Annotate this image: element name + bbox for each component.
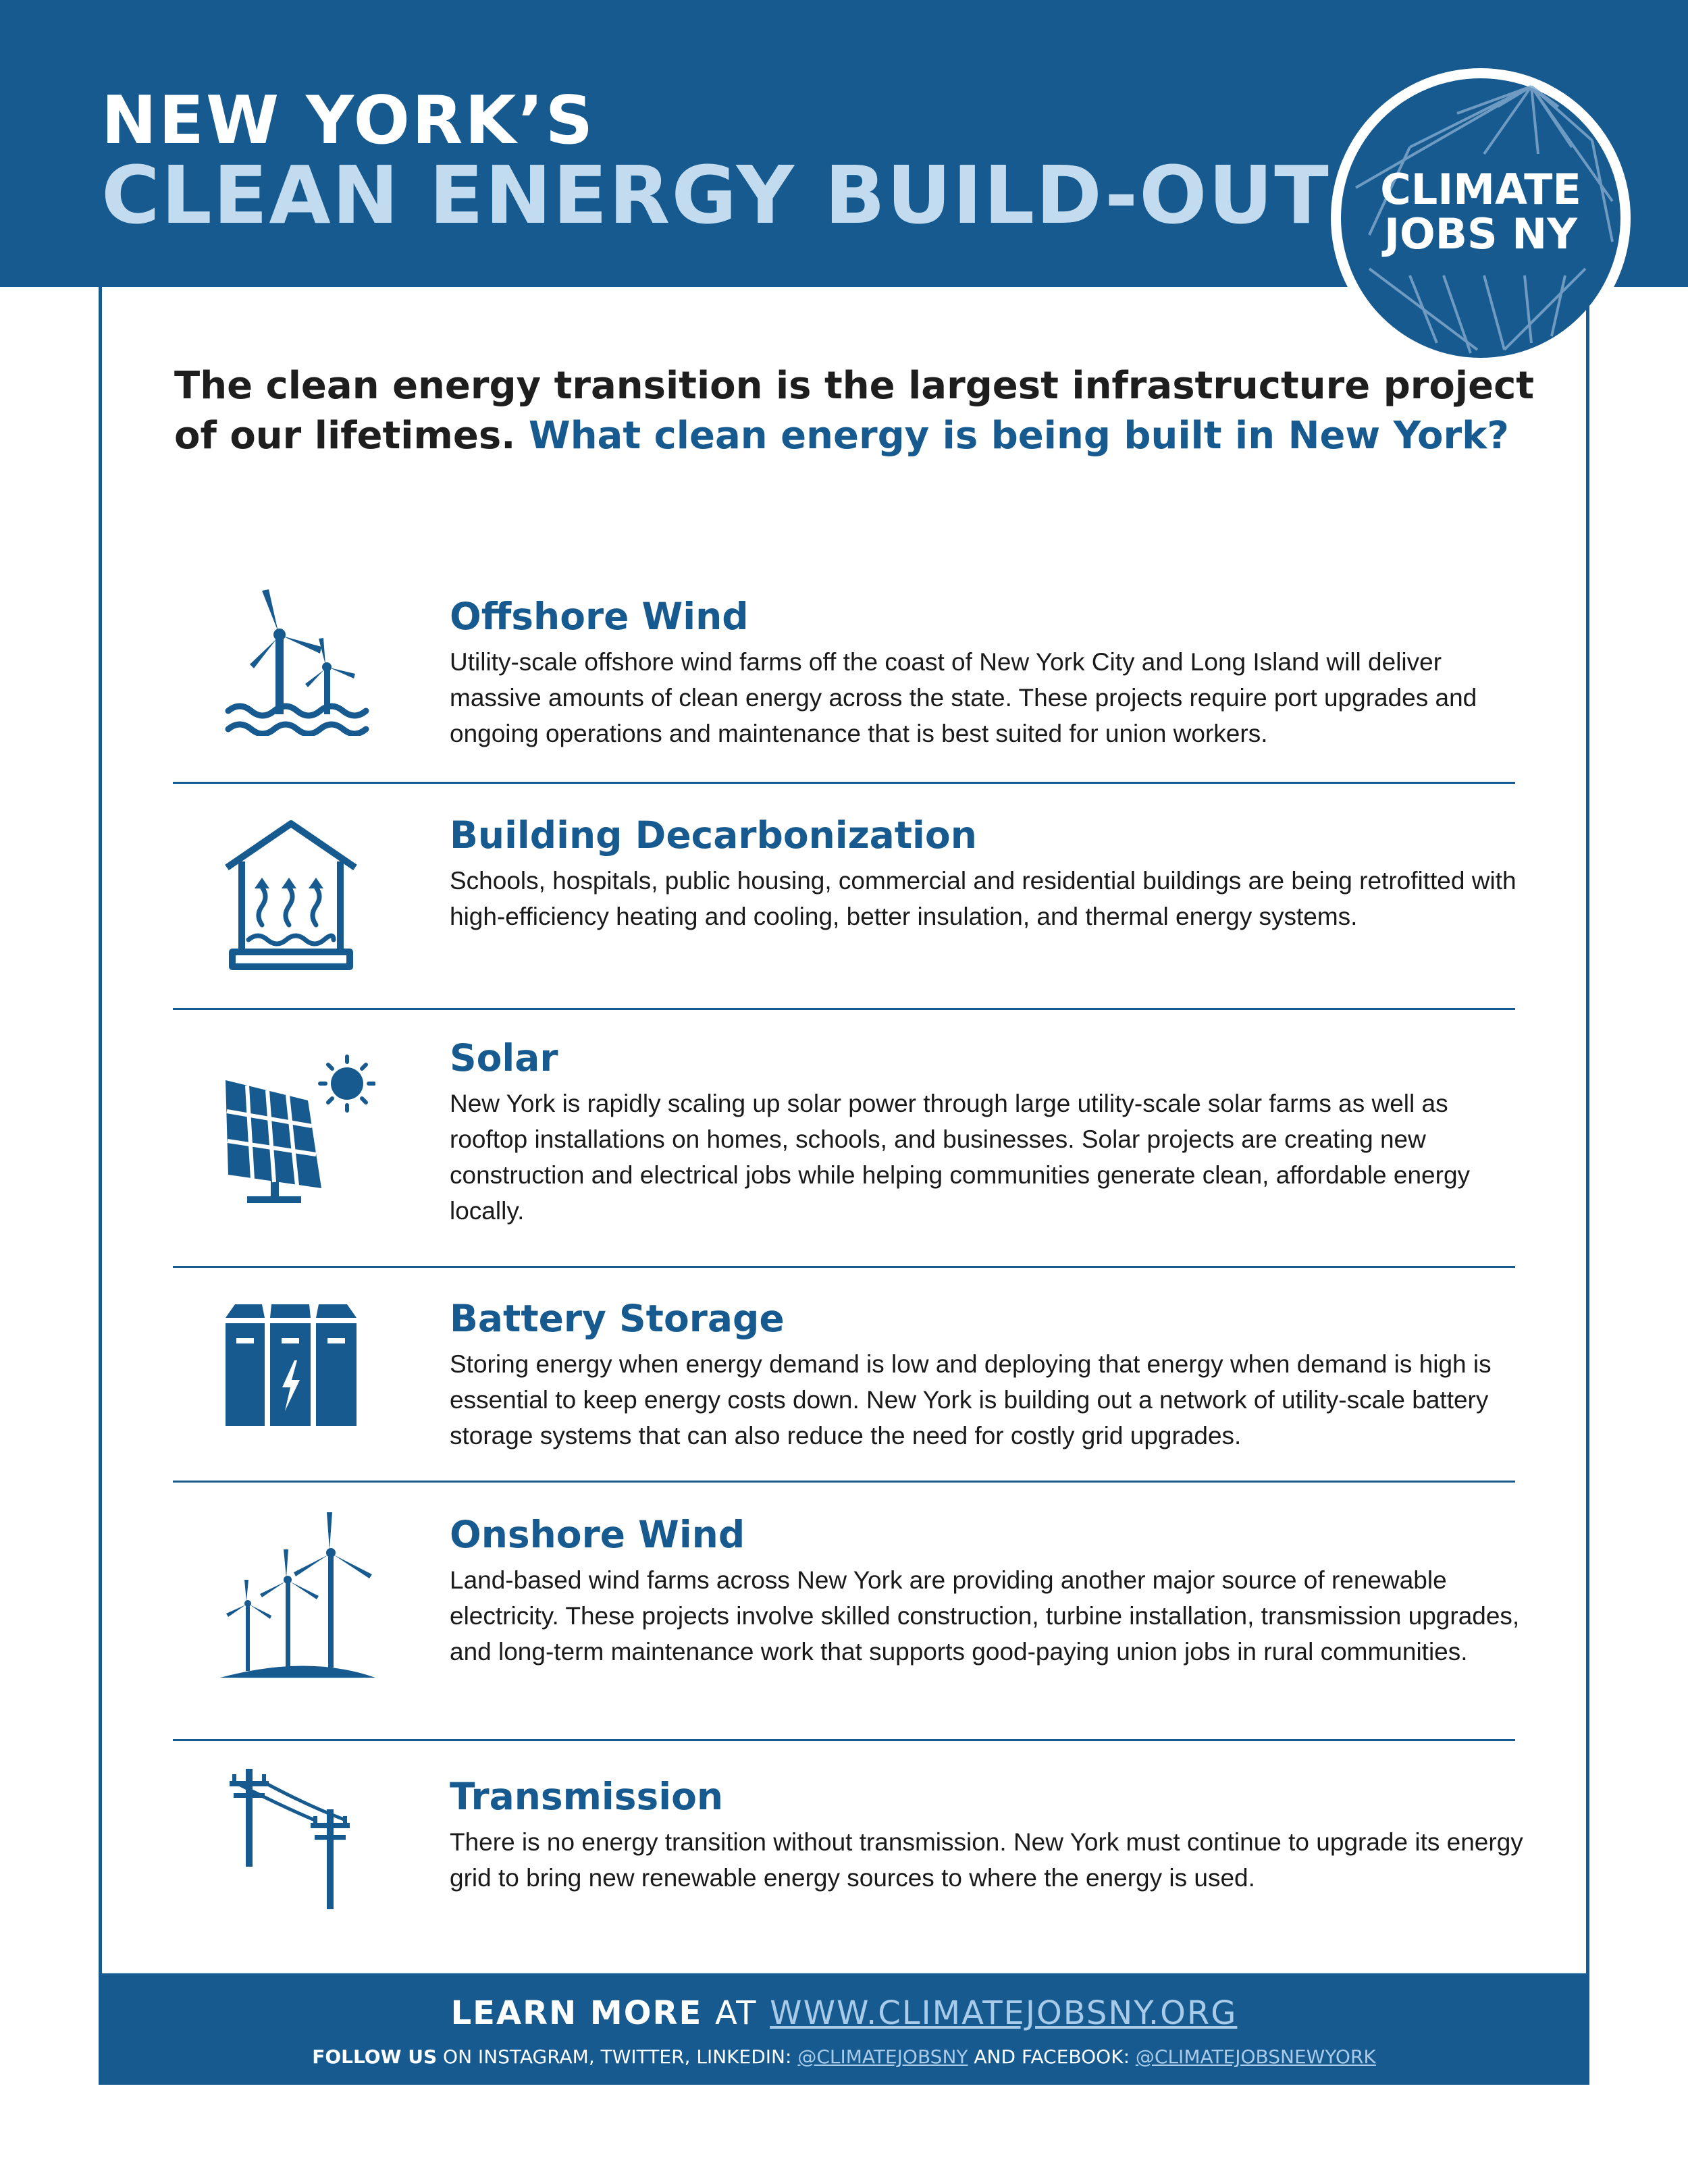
section-body: Schools, hospitals, public housing, commercial and residential buildings are being retrofitted with high-efficiency heating and cooling, better insulation, and thermal energy systems. xyxy=(450,867,1516,930)
intro-paragraph xyxy=(174,361,1579,462)
solar-panel-icon xyxy=(220,1040,375,1208)
section-title: Battery Storage xyxy=(450,1297,785,1340)
divider xyxy=(173,782,1515,784)
section-title: Onshore Wind xyxy=(450,1513,745,1556)
divider xyxy=(173,1739,1515,1741)
follow-us-label: FOLLOW US xyxy=(312,2046,438,2068)
power-line-icon xyxy=(220,1769,369,1911)
logo-text-line-2: JOBS NY xyxy=(1383,209,1578,259)
building-heat-icon xyxy=(220,817,362,972)
offshore-wind-icon xyxy=(220,587,382,736)
handle-facebook-link[interactable]: @CLIMATEJOBSNEWYORK xyxy=(1135,2046,1376,2068)
section-title: Transmission xyxy=(450,1775,724,1818)
website-link[interactable]: WWW.CLIMATEJOBSNY.ORG xyxy=(770,1994,1238,2032)
section-title: Solar xyxy=(450,1036,558,1080)
title-line-1: NEW YORK’S xyxy=(101,82,596,159)
follow-us-line xyxy=(99,2048,1589,2067)
learn-more-label: LEARN MORE xyxy=(450,1994,703,2032)
divider xyxy=(173,1008,1515,1010)
platforms-text: ON INSTAGRAM, TWITTER, LINKEDIN: xyxy=(443,2046,792,2068)
section-title: Offshore Wind xyxy=(450,595,749,638)
section-body: Utility-scale offshore wind farms off the coast of New York City and Long Island will deliver massive amounts of clean energy across the state. These projects require port upgrades and ongoing operations and maintenance that is best suited for union workers. xyxy=(450,648,1477,747)
section-body: Storing energy when energy demand is low and deploying that energy when demand is high is essential to keep energy costs down. New York is building out a network of utility-scale battery storage systems that can also reduce the need for costly grid upgrades. xyxy=(450,1350,1492,1449)
intro-highlight: What clean energy is being built in New York? xyxy=(528,414,1509,458)
learn-more-line xyxy=(99,1994,1589,2032)
section-body: There is no energy transition without transmission. New York must continue to upgrade its energy grid to bring new renewable energy sources to where the energy is used. xyxy=(450,1828,1523,1892)
section-body: New York is rapidly scaling up solar power through large utility-scale solar farms as well as rooftop installations on homes, schools, and businesses. Solar projects are creating new construction and electrical jobs while helping communities generate clean, affordable energy locally. xyxy=(450,1090,1471,1225)
learn-more-at: AT xyxy=(714,1994,758,2032)
divider xyxy=(173,1481,1515,1483)
facebook-text: AND FACEBOOK: xyxy=(974,2046,1130,2068)
section-body: Land-based wind farms across New York are providing another major source of renewable electricity. These projects involve skilled construction, turbine installation, transmission upgrades, and long-term maintenance work that supports good-paying union jobs in rural communities. xyxy=(450,1566,1520,1666)
handle-main-link[interactable]: @CLIMATEJOBSNY xyxy=(797,2046,968,2068)
intro-text: The clean energy transition is the largest infrastructure project of our lifetimes. xyxy=(174,364,1535,458)
onshore-wind-icon xyxy=(220,1512,396,1681)
title-line-2: CLEAN ENERGY BUILD-OUT xyxy=(101,149,1330,242)
divider xyxy=(173,1266,1515,1268)
battery-icon xyxy=(220,1296,362,1431)
footer-banner xyxy=(99,1973,1589,2085)
section-title: Building Decarbonization xyxy=(450,814,977,857)
logo-text-line-1: CLIMATE xyxy=(1380,165,1581,214)
